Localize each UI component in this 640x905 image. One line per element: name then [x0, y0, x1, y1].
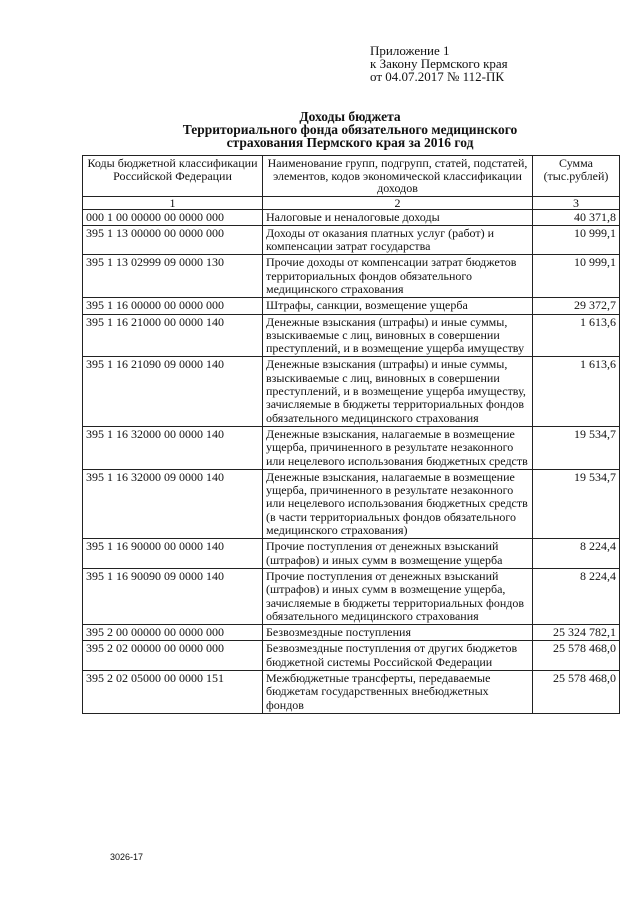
- row-sum: 19 534,7: [533, 469, 620, 538]
- table-header-row: [83, 156, 620, 197]
- row-code: 395 1 13 00000 00 0000 000: [83, 225, 263, 255]
- row-sum: 29 372,7: [533, 298, 620, 314]
- header-name: Наименование групп, подгрупп, статей, подстатей, элементов, кодов экономической классификации доходов: [263, 156, 533, 197]
- row-name: Денежные взыскания (штрафы) и иные суммы, взыскиваемые с лиц, виновных в совершении преступлений, и в возмещение ущерба имуществу: [263, 314, 533, 357]
- table-row: [83, 641, 620, 671]
- row-name: Межбюджетные трансферты, передаваемые бюджетам государственных внебюджетных фондов: [263, 671, 533, 714]
- row-name: Доходы от оказания платных услуг (работ) и компенсации затрат государства: [263, 225, 533, 255]
- row-code: 395 2 02 05000 00 0000 151: [83, 671, 263, 714]
- document-number: 3026-17: [110, 852, 144, 862]
- table-row: [83, 671, 620, 714]
- row-code: 395 1 16 00000 00 0000 000: [83, 298, 263, 314]
- row-sum: 19 534,7: [533, 426, 620, 469]
- table-row: [83, 469, 620, 538]
- row-sum: 25 578 468,0: [533, 671, 620, 714]
- row-name: Прочие поступления от денежных взысканий (штрафов) и иных сумм в возмещение ущерба, зачисляемые в бюджеты территориальных фондов обязательного медицинского страхования: [263, 568, 533, 624]
- header-codes: Коды бюджетной классификации Российской Федерации: [83, 156, 263, 197]
- header-sum: Сумма (тыс.рублей): [533, 156, 620, 197]
- table-row: [83, 539, 620, 569]
- title-line-3: страхования Пермского края за 2016 год: [226, 135, 474, 150]
- column-number-row: [83, 196, 620, 209]
- row-name: Денежные взыскания, налагаемые в возмещение ущерба, причиненного в результате незаконного или нецелевого использования бюджетных средств (в части территориальных фондов обязательного медицинского страхования): [263, 469, 533, 538]
- row-sum: 1 613,6: [533, 314, 620, 357]
- row-code: 395 1 16 32000 00 0000 140: [83, 426, 263, 469]
- row-code: 395 1 16 90090 09 0000 140: [83, 568, 263, 624]
- table-row: [83, 426, 620, 469]
- row-code: 395 2 00 00000 00 0000 000: [83, 625, 263, 641]
- row-name: Прочие доходы от компенсации затрат бюджетов территориальных фондов обязательного медицинского страхования: [263, 255, 533, 298]
- appendix-line-1: Приложение 1: [370, 43, 450, 58]
- row-sum: 8 224,4: [533, 568, 620, 624]
- row-name: Безвозмездные поступления: [263, 625, 533, 641]
- row-sum: 10 999,1: [533, 225, 620, 255]
- budget-table: [82, 155, 620, 714]
- table-row: [83, 255, 620, 298]
- table-row: [83, 298, 620, 314]
- table-row: [83, 314, 620, 357]
- row-name: Денежные взыскания, налагаемые в возмещение ущерба, причиненного в результате незаконного или нецелевого использования бюджетных средств: [263, 426, 533, 469]
- column-number: 1: [83, 196, 263, 209]
- table-row: [83, 209, 620, 225]
- row-code: 000 1 00 00000 00 0000 000: [83, 209, 263, 225]
- row-code: 395 2 02 00000 00 0000 000: [83, 641, 263, 671]
- table-row: [83, 357, 620, 426]
- row-sum: 40 371,8: [533, 209, 620, 225]
- row-sum: 10 999,1: [533, 255, 620, 298]
- appendix-line-3: от 04.07.2017 № 112-ПК: [370, 69, 505, 84]
- table-row: [83, 225, 620, 255]
- row-name: Штрафы, санкции, возмещение ущерба: [263, 298, 533, 314]
- column-number: 2: [263, 196, 533, 209]
- title-line-1: Доходы бюджета: [299, 109, 401, 124]
- row-code: 395 1 16 21090 09 0000 140: [83, 357, 263, 426]
- row-sum: 25 578 468,0: [533, 641, 620, 671]
- row-code: 395 1 16 32000 09 0000 140: [83, 469, 263, 538]
- row-code: 395 1 16 21000 00 0000 140: [83, 314, 263, 357]
- row-sum: 8 224,4: [533, 539, 620, 569]
- row-sum: 25 324 782,1: [533, 625, 620, 641]
- row-name: Денежные взыскания (штрафы) и иные суммы, взыскиваемые с лиц, виновных в совершении преступлений, и в возмещение ущерба имуществу, зачисляемые в бюджеты территориальных фондов обязательного медицинского страхования: [263, 357, 533, 426]
- appendix-note: [370, 44, 508, 83]
- row-code: 395 1 13 02999 09 0000 130: [83, 255, 263, 298]
- row-sum: 1 613,6: [533, 357, 620, 426]
- row-name: Налоговые и неналоговые доходы: [263, 209, 533, 225]
- row-code: 395 1 16 90000 00 0000 140: [83, 539, 263, 569]
- appendix-line-2: к Закону Пермского края: [370, 56, 508, 71]
- table-row: [83, 625, 620, 641]
- column-number: 3: [533, 196, 620, 209]
- row-name: Безвозмездные поступления от других бюджетов бюджетной системы Российской Федерации: [263, 641, 533, 671]
- title-line-2: Территориального фонда обязательного медицинского: [182, 122, 518, 137]
- table-row: [83, 568, 620, 624]
- document-title: [100, 110, 600, 149]
- row-name: Прочие поступления от денежных взысканий (штрафов) и иных сумм в возмещение ущерба: [263, 539, 533, 569]
